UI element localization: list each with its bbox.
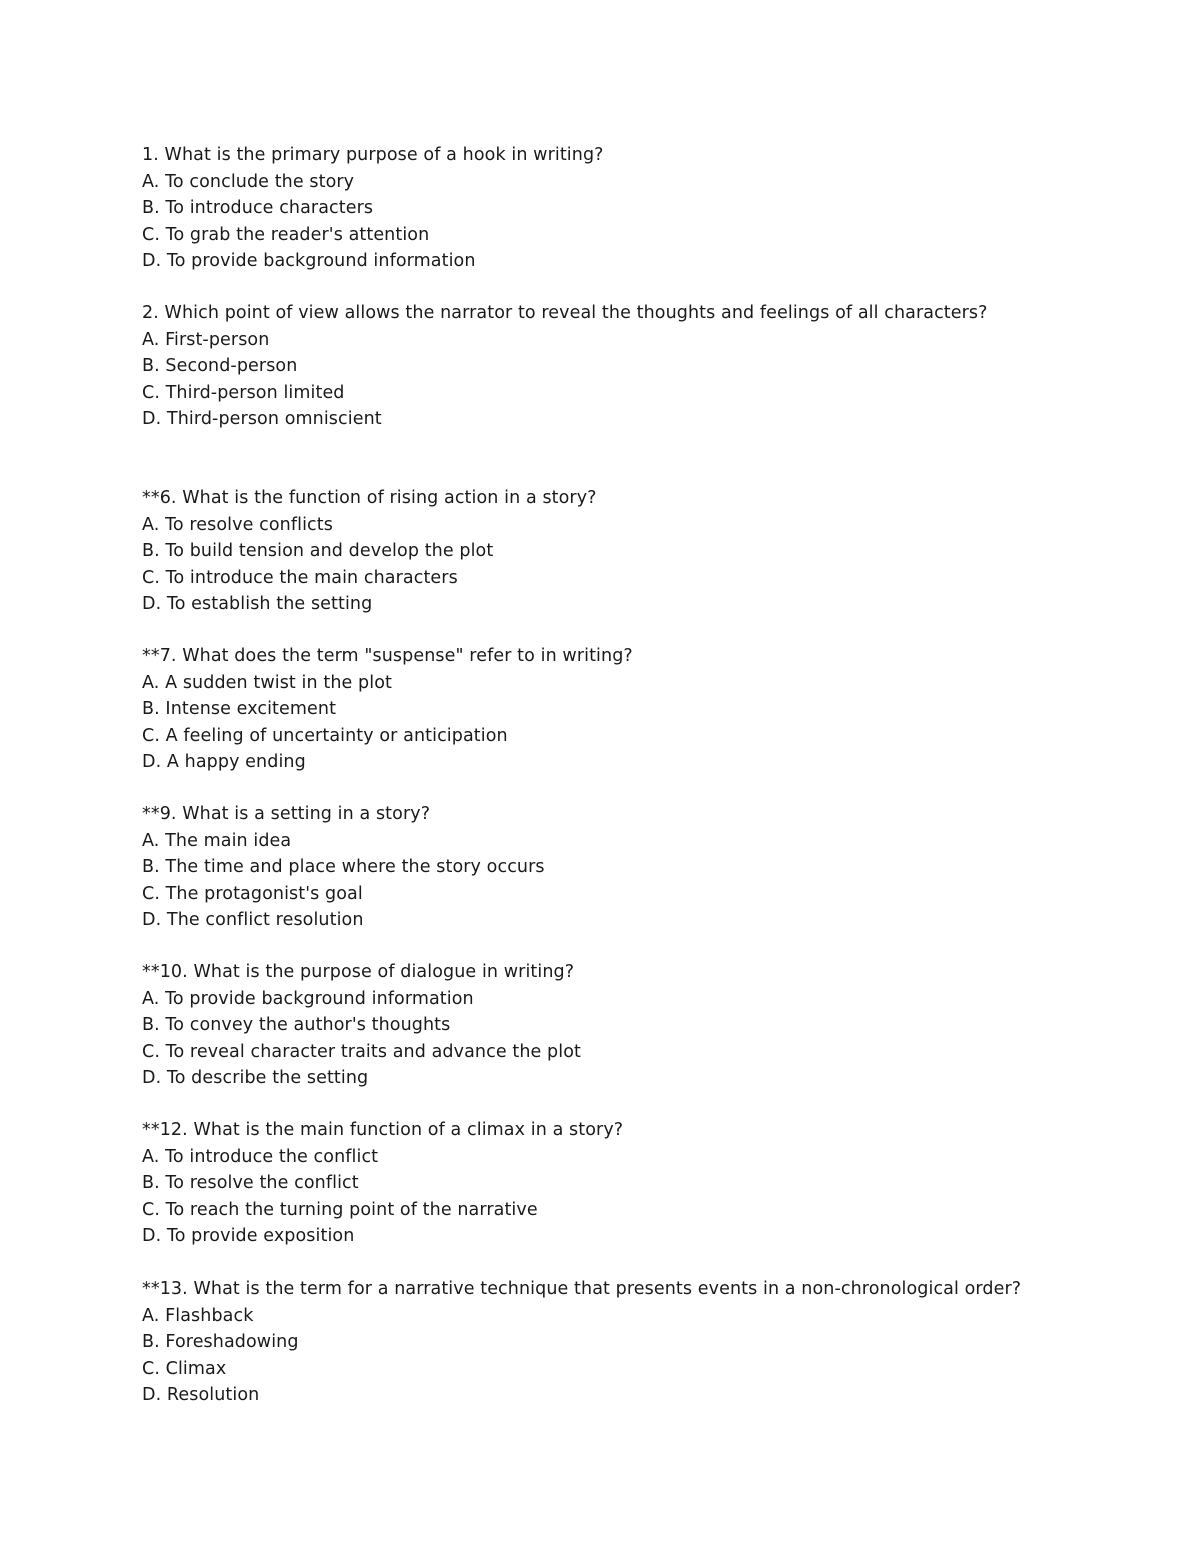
answer-option-a: A. To introduce the conflict — [142, 1146, 379, 1167]
answer-option-b: B. To convey the author's thoughts — [142, 1015, 451, 1035]
answer-option-d: D. To establish the setting — [142, 594, 373, 614]
question-prompt: **13. What is the term for a narrative technique that presents events in a non-chronological order? — [142, 1279, 1022, 1299]
answer-option-d: D. Resolution — [142, 1385, 260, 1405]
question-prompt: **12. What is the main function of a climax in a story? — [142, 1120, 624, 1140]
answer-option-a: A. Flashback — [142, 1305, 254, 1326]
answer-option-a: A. A sudden twist in the plot — [142, 672, 392, 693]
answer-option-c: C. To introduce the main characters — [142, 567, 458, 588]
answer-option-b: B. To build tension and develop the plot — [142, 541, 494, 561]
answer-option-d: D. A happy ending — [142, 752, 306, 772]
question-10 — [142, 959, 1142, 1092]
question-6 — [142, 485, 1142, 618]
question-prompt: **6. What is the function of rising action in a story? — [142, 488, 597, 508]
answer-option-c: C. Third-person limited — [142, 382, 345, 403]
answer-option-c: C. To grab the reader's attention — [142, 224, 430, 245]
answer-option-b: B. To resolve the conflict — [142, 1173, 359, 1193]
answer-option-c: C. Climax — [142, 1358, 227, 1379]
answer-option-d: D. Third-person omniscient — [142, 409, 382, 429]
question-prompt: 1. What is the primary purpose of a hook in writing? — [142, 145, 604, 165]
answer-option-d: D. To provide exposition — [142, 1226, 355, 1246]
answer-option-c: C. To reach the turning point of the narrative — [142, 1199, 538, 1220]
answer-option-c: C. The protagonist's goal — [142, 883, 363, 904]
question-12 — [142, 1117, 1142, 1250]
answer-option-a: A. The main idea — [142, 830, 292, 851]
answer-option-a: A. To conclude the story — [142, 171, 355, 192]
answer-option-b: B. Intense excitement — [142, 699, 337, 719]
question-7 — [142, 643, 1142, 776]
question-prompt: **7. What does the term "suspense" refer to in writing? — [142, 646, 633, 666]
answer-option-a: A. First-person — [142, 329, 270, 350]
answer-option-b: B. Foreshadowing — [142, 1332, 299, 1352]
question-prompt: 2. Which point of view allows the narrator to reveal the thoughts and feelings of all characters? — [142, 303, 988, 323]
answer-option-c: C. A feeling of uncertainty or anticipation — [142, 725, 508, 746]
question-prompt: **9. What is a setting in a story? — [142, 804, 431, 824]
question-13 — [142, 1276, 1142, 1409]
question-prompt: **10. What is the purpose of dialogue in writing? — [142, 962, 575, 982]
question-2 — [142, 300, 1142, 433]
answer-option-a: A. To resolve conflicts — [142, 514, 333, 535]
answer-option-a: A. To provide background information — [142, 988, 474, 1009]
question-9 — [142, 801, 1142, 934]
answer-option-d: D. The conflict resolution — [142, 910, 364, 930]
answer-option-b: B. To introduce characters — [142, 198, 374, 218]
answer-option-d: D. To provide background information — [142, 251, 476, 271]
question-1 — [142, 142, 1142, 275]
answer-option-b: B. Second-person — [142, 356, 298, 376]
answer-option-b: B. The time and place where the story occurs — [142, 857, 545, 877]
answer-option-d: D. To describe the setting — [142, 1068, 369, 1088]
answer-option-c: C. To reveal character traits and advance the plot — [142, 1041, 581, 1062]
